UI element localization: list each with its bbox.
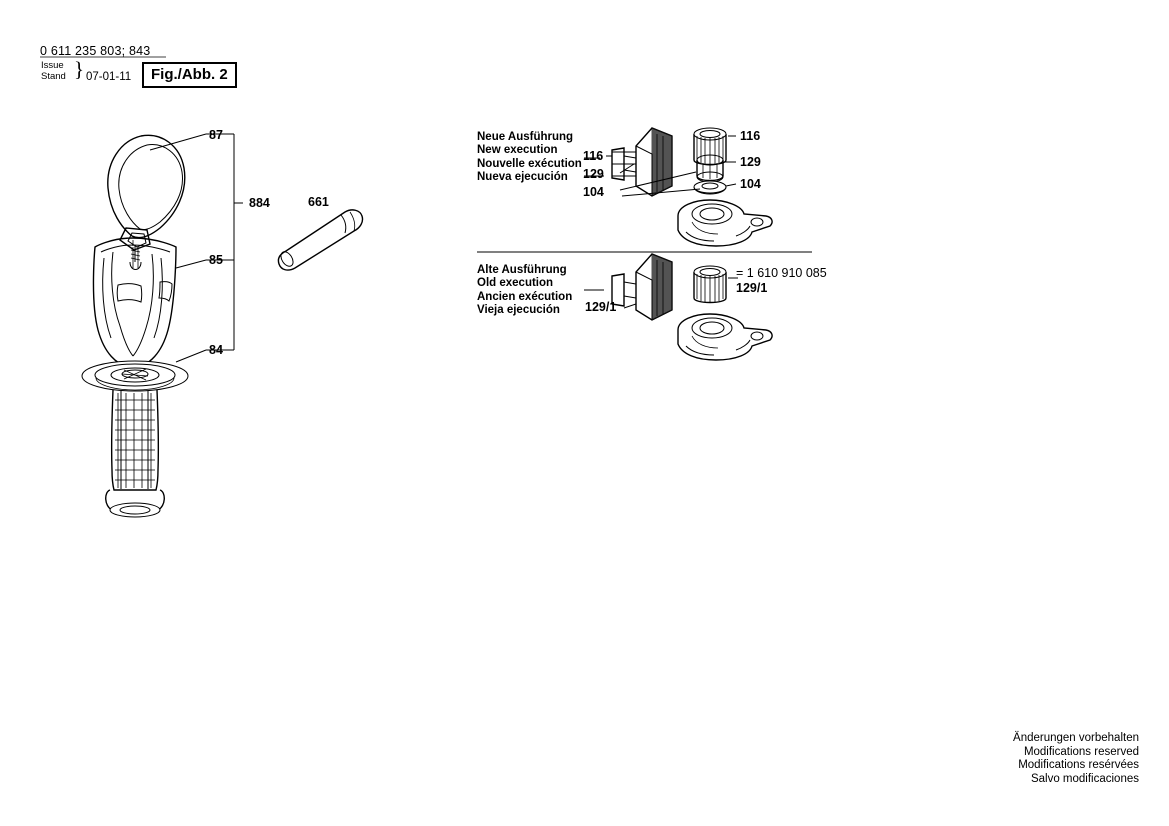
new-execution-title-es: Nueva ejecución <box>477 171 568 184</box>
new-execution-title-en: New execution <box>477 144 558 157</box>
footer-line-de: Änderungen vorbehalten <box>1013 732 1139 744</box>
leader-lines-left <box>150 134 243 362</box>
issue-label-de: Stand <box>41 71 66 82</box>
callout-87: 87 <box>209 128 223 142</box>
part-87-handle-loop <box>108 135 185 269</box>
callout-884: 884 <box>249 196 270 210</box>
new-execution-title-fr: Nouvelle exécution <box>477 157 582 170</box>
old-execution-titles <box>477 264 572 318</box>
old-execution-title-es: Vieja ejecución <box>477 304 560 317</box>
issue-label-en: Issue <box>41 60 64 71</box>
footer-line-en: Modifications reserved <box>1023 745 1139 758</box>
issue-brace-icon: } <box>74 57 85 81</box>
old-execution-title-en: Old execution <box>477 277 554 290</box>
callout-old-129-1-right: 129/1 <box>736 281 768 295</box>
callout-new-116-right: 116 <box>740 129 761 143</box>
old-execution-title-fr: Ancien exécution <box>477 290 573 303</box>
new-execution-title-de: Neue Ausführung <box>477 131 574 143</box>
part-116-spline-sleeve <box>694 128 726 165</box>
gear-housing-flange-new <box>678 200 772 246</box>
gear-housing-flange-old <box>678 314 772 360</box>
new-execution-titles <box>477 131 582 185</box>
part-number-header: 0 611 235 803; 843 <box>40 44 151 58</box>
callout-new-116-left: 116 <box>583 149 604 163</box>
callout-84: 84 <box>209 343 223 357</box>
part-84-grip <box>82 361 188 517</box>
callout-new-129-left: 129 <box>583 167 604 181</box>
footer-line-fr: Modifications resérvées <box>1018 759 1139 772</box>
part-104-washer <box>694 181 726 194</box>
part-661-grease-tube <box>278 210 362 270</box>
callout-new-104-right: 104 <box>740 177 761 191</box>
callout-new-104-left: 104 <box>583 185 604 199</box>
issue-date: 07-01-11 <box>86 71 132 83</box>
figure-number-box: Fig./Abb. 2 <box>142 62 237 88</box>
old-execution-title-de: Alte Ausführung <box>477 264 567 276</box>
callout-old-129-1-left: 129/1 <box>585 300 617 314</box>
part-129-1-spline-sleeve <box>694 266 726 303</box>
footer-line-es: Salvo modificaciones <box>1030 772 1139 785</box>
callout-661: 661 <box>308 195 329 209</box>
callout-new-129-right: 129 <box>740 155 761 169</box>
old-execution-assembly-number: = 1 610 910 085 <box>736 266 827 280</box>
callout-85: 85 <box>209 253 223 267</box>
